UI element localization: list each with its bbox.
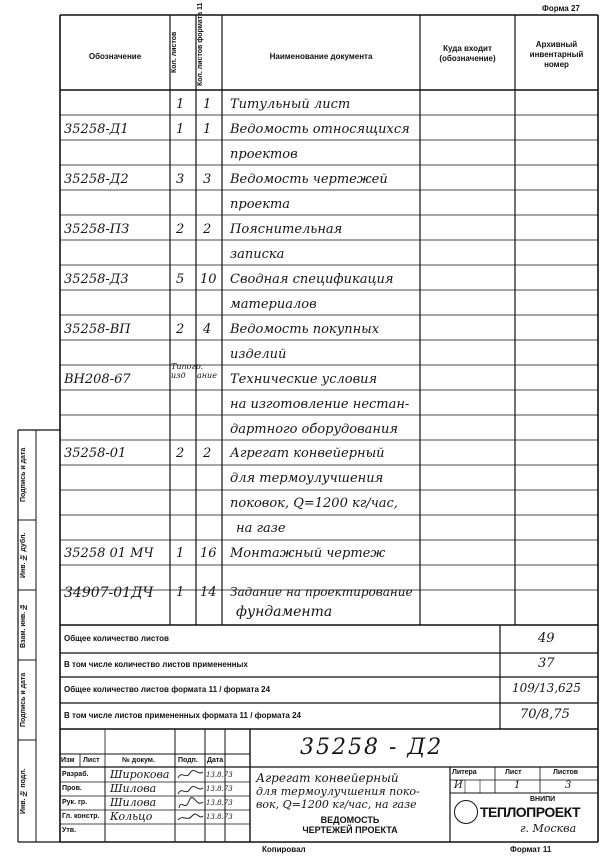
row3-n2: 3 <box>203 172 212 187</box>
row8-name-line4: на газе <box>236 521 286 536</box>
applied-format-label: В том числе листов примененных формата 11 / формата 24 <box>64 711 301 720</box>
stamp-title-print-2: ЧЕРТЕЖЕЙ ПРОЕКТА <box>302 825 398 835</box>
stamp-role-developer: Разраб. <box>62 771 89 778</box>
stamp-role-chief: Гл. констр. <box>62 813 100 820</box>
stamp-org: ТЕПЛОПРОЕКТ <box>480 804 581 820</box>
row10-n2: 14 <box>200 585 217 600</box>
row10-name-line1: Задание на проектирование <box>230 585 413 599</box>
stamp-date-chief: 13.8.73 <box>206 813 233 821</box>
row8-n2: 2 <box>203 446 212 461</box>
header-sheet-count-format: Кол. листов формата 11 <box>197 2 204 86</box>
stamp-litera: И <box>454 780 463 791</box>
row8-name-line3: поковок, Q=1200 кг/час, <box>230 496 398 511</box>
row4-n2: 2 <box>203 222 212 237</box>
margin-inv-podl: Инв. № подл. <box>20 768 27 814</box>
row3-name-line1: Ведомость чертежей <box>230 172 388 187</box>
row1-n2: 1 <box>203 97 212 112</box>
header-sheet-count: Кол. листов <box>171 31 178 73</box>
row6-code: 35258-ВП <box>64 322 131 337</box>
header-designation: Обозначение <box>88 52 142 61</box>
row2-name-line1: Ведомость относящихся <box>230 122 410 137</box>
stamp-title-line3: вок, Q=1200 кг/час, на газе <box>256 798 417 811</box>
row4-n1: 2 <box>176 222 185 237</box>
row10-code: 34907-01ДЧ <box>64 585 154 601</box>
stamp-listov-label: Листов <box>553 769 579 776</box>
row7-name-line2: на изготовление нестан- <box>230 397 410 412</box>
stamp-col-list: Лист <box>83 757 100 764</box>
row8-code: 35258-01 <box>64 446 127 461</box>
stamp-role-checker: Пров. <box>62 785 82 792</box>
stamp-org-small: ВНИПИ <box>530 796 556 803</box>
row5-name-line1: Сводная спецификация <box>230 272 394 287</box>
row5-code: 35258-Д3 <box>64 272 129 287</box>
header-archive: Архивный инвентарный номер <box>529 40 584 69</box>
row7-name-line3: дартного оборудования <box>230 422 398 437</box>
header-doc-name: Наименование документа <box>269 52 373 61</box>
row8-name-line2: для термоулучшения <box>230 471 384 486</box>
stamp-title-line1: Агрегат конвейерный <box>256 771 399 785</box>
row10-name-line2: фундамента <box>236 604 333 620</box>
stamp-col-doc: № докум. <box>122 757 155 764</box>
footer-copied: Копировал <box>262 845 306 854</box>
stamp-signatures <box>176 768 205 824</box>
row8-n1: 2 <box>176 446 185 461</box>
row5-n2: 10 <box>200 272 217 287</box>
row1-name: Титульный лист <box>230 97 351 112</box>
row7-name-line1: Технические условия <box>230 372 378 387</box>
total-sheets-value: 49 <box>538 631 555 646</box>
row2-n2: 1 <box>203 122 212 137</box>
row6-name-line1: Ведомость покупных <box>230 322 380 337</box>
footer-format: Формат 11 <box>510 845 552 854</box>
stamp-role-group-lead: Рук. гр. <box>62 799 88 806</box>
stamp-name-checker: Шилова <box>110 782 157 795</box>
row7-n2: ание <box>197 371 217 380</box>
row8-name-line1: Агрегат конвейерный <box>230 446 385 461</box>
total-sheets-label: Общее количество листов <box>64 634 169 643</box>
header-destination: Куда входит (обозначение) <box>439 44 496 63</box>
format-sheets-label: Общее количество листов формата 11 / формата 24 <box>64 685 271 694</box>
row6-n2: 4 <box>203 322 212 337</box>
row7-code: ВН208-67 <box>64 372 131 387</box>
stamp-list: 1 <box>514 780 521 791</box>
stamp-name-chief: Кольцо <box>110 810 153 823</box>
row10-n1: 1 <box>176 585 185 600</box>
org-logo-icon <box>454 800 478 824</box>
applied-sheets-value: 37 <box>538 656 555 671</box>
row2-n1: 1 <box>176 122 185 137</box>
margin-vzam-inv: Взам. инв. № <box>20 602 27 648</box>
stamp-city: г. Москва <box>520 822 577 835</box>
row3-n1: 3 <box>176 172 185 187</box>
margin-signature-date-1: Подпись и дата <box>20 672 27 728</box>
stamp-name-group-lead: Шилова <box>110 796 157 809</box>
row6-n1: 2 <box>176 322 185 337</box>
stamp-title-line2: для термоулучшения поко- <box>256 785 420 798</box>
stamp-date-checker: 13.8.73 <box>206 785 233 793</box>
row5-n1: 5 <box>176 272 185 287</box>
applied-format-value: 70/8,75 <box>520 707 570 722</box>
stamp-listov: 3 <box>565 780 572 791</box>
margin-inv-dubl: Инв. № дубл. <box>20 532 27 578</box>
stamp-col-date: Дата <box>207 757 224 764</box>
stamp-litera-label: Литера <box>452 769 477 776</box>
row3-code: 35258-Д2 <box>64 172 129 187</box>
row6-name-line2: изделий <box>230 347 287 362</box>
row9-name: Монтажный чертеж <box>230 546 386 561</box>
stamp-role-approved: Утв. <box>62 827 77 834</box>
stamp-name-developer: Широкова <box>110 768 170 781</box>
row7-n1: Типогр. изд <box>171 362 204 380</box>
row2-name-line2: проектов <box>230 147 298 162</box>
margin-signature-date-2: Подпись и дата <box>20 447 27 503</box>
stamp-date-group-lead: 13.8.73 <box>206 799 233 807</box>
stamp-doc-code: 35258 - Д2 <box>300 735 444 760</box>
row2-code: 35258-Д1 <box>64 122 129 137</box>
form-label: Форма 27 <box>542 4 580 13</box>
stamp-col-sign: Подп. <box>178 757 198 764</box>
row9-n2: 16 <box>200 546 217 561</box>
stamp-col-izm: Изм <box>61 757 75 764</box>
stamp-list-label: Лист <box>505 769 522 776</box>
applied-sheets-label: В том числе количество листов примененных <box>64 660 248 669</box>
format-sheets-value: 109/13,625 <box>512 681 581 695</box>
row9-code: 35258 01 МЧ <box>64 546 154 561</box>
row3-name-line2: проекта <box>230 197 291 212</box>
stamp-date-developer: 13.8.73 <box>206 771 233 779</box>
row9-n1: 1 <box>176 546 185 561</box>
stamp-title-print-1: ВЕДОМОСТЬ <box>320 815 380 825</box>
row4-name-line2: записка <box>230 247 285 262</box>
row4-name-line1: Пояснительная <box>230 222 343 237</box>
row1-n1: 1 <box>176 97 185 112</box>
row5-name-line2: материалов <box>230 297 317 312</box>
row4-code: 35258-ПЗ <box>64 222 130 237</box>
